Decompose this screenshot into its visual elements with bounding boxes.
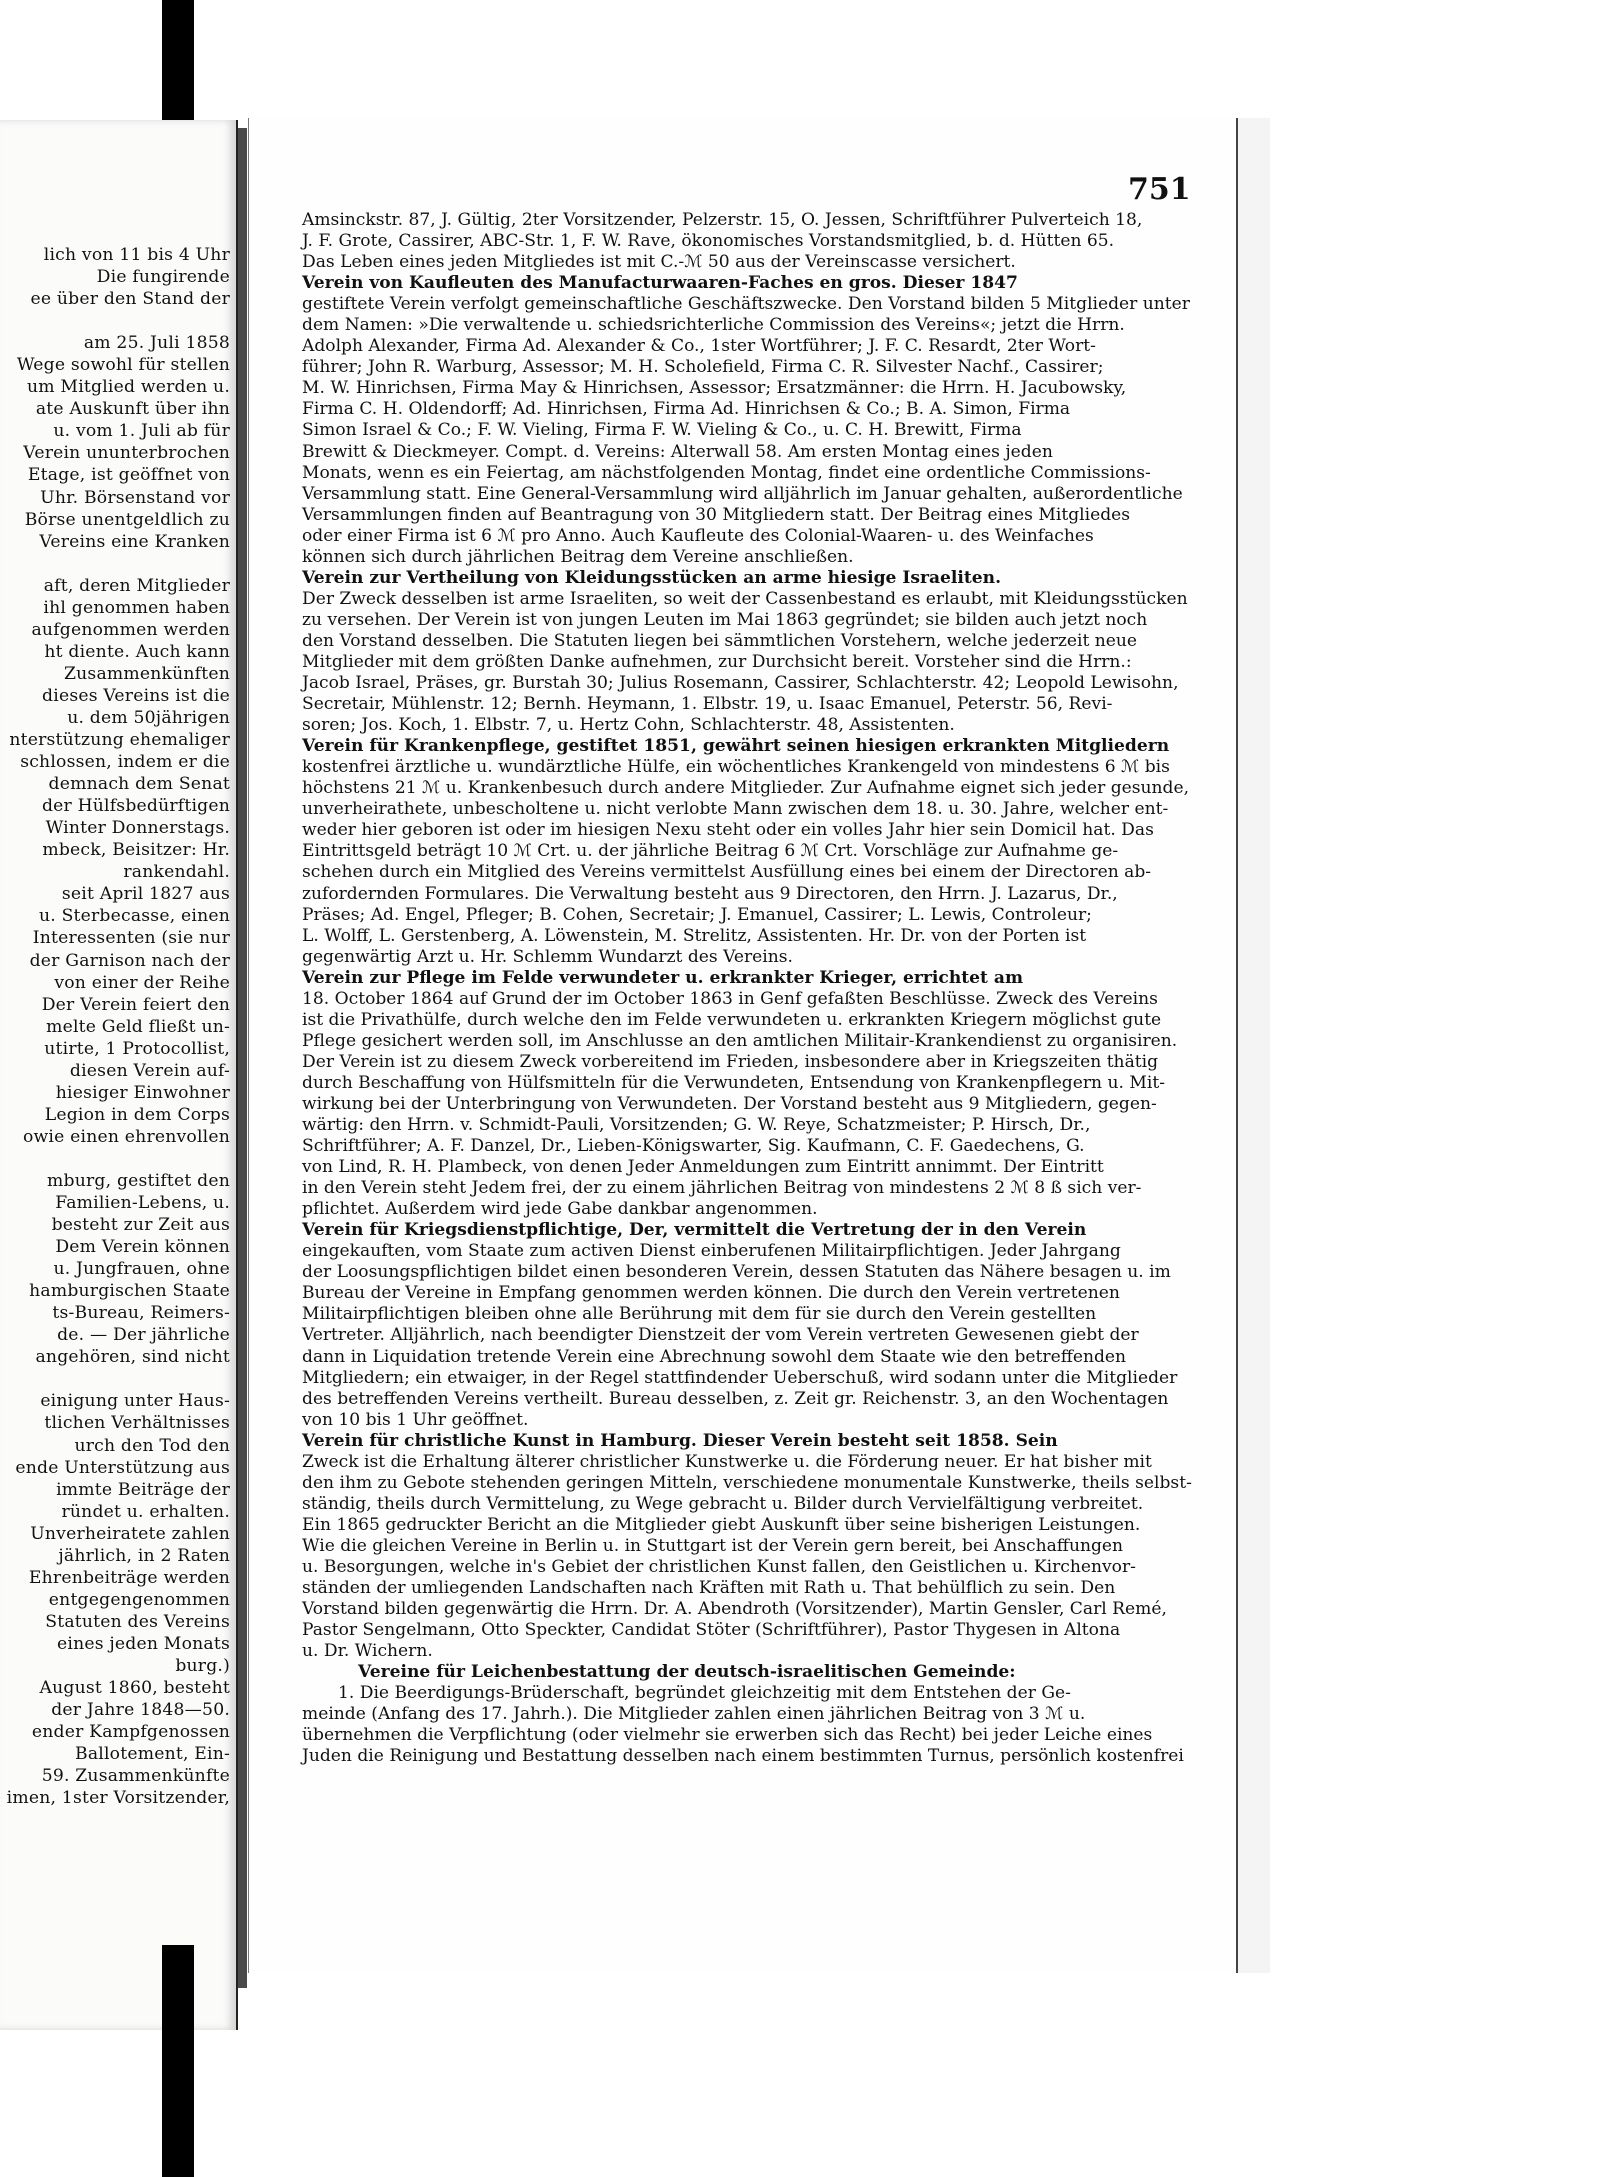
- left-page-line: Familien-Lebens, u.: [55, 1193, 230, 1214]
- body-text-line: führer; John R. Warburg, Assessor; M. H. Scholefield, Firma C. R. Silvester Nachf., Cassirer;: [302, 357, 1104, 378]
- left-page-line: Uhr. Börsenstand vor: [40, 487, 230, 508]
- left-page-line: ender Kampfgenossen: [31, 1722, 230, 1743]
- left-page-line: hamburgischen Staate: [29, 1281, 230, 1302]
- left-page-line: nterstützung ehemaliger: [9, 730, 230, 751]
- body-text-line: in den Verein steht Jedem frei, der zu einem jährlichen Beitrag von mindestens 2 ℳ 8 ß sich ver-: [302, 1178, 1142, 1199]
- page-number: 751: [1128, 172, 1191, 207]
- left-page-line: Interessenten (sie nur: [32, 928, 230, 949]
- left-page-line: rankendahl.: [123, 862, 230, 883]
- body-text-line: Bureau der Vereine in Empfang genommen werden können. Die durch den Verein vertretenen: [302, 1283, 1120, 1304]
- left-page-line: u. Jungfrauen, ohne: [53, 1259, 230, 1280]
- body-text-line: Vertreter. Alljährlich, nach beendigter Dienstzeit der vom Verein vertreten Gewesenen giebt der: [302, 1325, 1139, 1346]
- body-text-line: wärtig: den Hrrn. v. Schmidt-Pauli, Vorsitzenden; G. W. Reye, Schatzmeister; P. Hirsch, Dr.,: [302, 1115, 1091, 1136]
- left-page-line: melte Geld fließt un-: [46, 1016, 230, 1037]
- body-text-line: u. Dr. Wichern.: [302, 1641, 433, 1662]
- left-page-line: aft, deren Mitglieder: [43, 575, 230, 596]
- left-page-line: urch den Tod den: [74, 1435, 230, 1456]
- left-page-line: einigung unter Haus-: [40, 1391, 230, 1412]
- body-text-line: Jacob Israel, Präses, gr. Burstah 30; Julius Rosemann, Cassirer, Schlachterstr. 42; Leopold Lewisohn,: [302, 673, 1179, 694]
- page-body-text: [302, 210, 1192, 1767]
- left-page-line: ate Auskunft über ihn: [35, 399, 230, 420]
- body-text-line: Brewitt & Dieckmeyer. Compt. d. Vereins: Alterwall 58. Am ersten Montag eines jeden: [302, 441, 1053, 462]
- left-page-line: aufgenommen werden: [31, 619, 230, 640]
- body-text-line: Juden die Reinigung und Bestattung desselben nach einem bestimmten Turnus, persönlich kostenfrei: [302, 1746, 1184, 1767]
- body-text-line: durch Beschaffung von Hülfsmitteln für die Verwundeten, Entsendung von Krankenpflegern u. Mit-: [302, 1072, 1165, 1093]
- body-text-line: Adolph Alexander, Firma Ad. Alexander & Co., 1ster Wortführer; J. F. C. Resardt, 2ter Wort-: [302, 336, 1096, 357]
- left-page-line: Die fungirende: [96, 267, 230, 288]
- left-page-line: Ehrenbeiträge werden: [28, 1567, 230, 1588]
- left-page-line: mbeck, Beisitzer: Hr.: [42, 840, 230, 861]
- body-text-line: schehen durch ein Mitglied des Vereins vermittelst Ausfüllung eines bei einem der Directoren ab-: [302, 862, 1152, 883]
- left-page-line: de. — Der jährliche: [57, 1325, 230, 1346]
- left-page-line: utirte, 1 Protocollist,: [44, 1038, 230, 1059]
- left-page-line: um Mitglied werden u.: [26, 377, 230, 398]
- body-text-line: Versammlung statt. Eine General-Versammlung wird alljährlich im Januar gehalten, außerordentliche: [302, 483, 1183, 504]
- left-page-line: Statuten des Vereins: [45, 1611, 230, 1632]
- left-page-line: seit April 1827 aus: [61, 884, 230, 905]
- entry-heading-line: Vereine für Leichenbestattung der deutsch-israelitischen Gemeinde:: [358, 1662, 1016, 1683]
- body-text-line: der Loosungspflichtigen bildet einen besonderen Verein, dessen Statuten das Nähere besagen u. im: [302, 1262, 1171, 1283]
- body-text-line: Eintrittsgeld beträgt 10 ℳ Crt. u. der jährliche Beitrag 6 ℳ Crt. Vorschläge zur Aufnahme ge-: [302, 841, 1119, 862]
- page-edge: [1236, 118, 1270, 1973]
- body-text-line: zu versehen. Der Verein ist von jungen Leuten im Mai 1863 gegründet; sie bilden auch jetzt noch: [302, 609, 1148, 630]
- left-page-line: von einer der Reihe: [54, 972, 230, 993]
- body-text-line: dann in Liquidation tretende Verein eine Abrechnung sowohl dem Staate wie den betreffenden: [302, 1346, 1127, 1367]
- left-page-line: Dem Verein können: [55, 1237, 230, 1258]
- left-page-line: hiesiger Einwohner: [55, 1082, 230, 1103]
- left-page-line: [0, 310, 236, 332]
- body-text-line: Schriftführer; A. F. Danzel, Dr., Lieben-Königswarter, Sig. Kaufmann, C. F. Gaedechens, G.: [302, 1136, 1085, 1157]
- body-text-line: Mitgliedern; ein etwaiger, in der Regel stattfindender Ueberschuß, wird sodann unter die Mitglieder: [302, 1367, 1178, 1388]
- left-page-line: ts-Bureau, Reimers-: [52, 1303, 230, 1324]
- body-text-line: von Lind, R. H. Plambeck, von denen Jeder Anmeldungen zum Eintritt annimmt. Der Eintritt: [302, 1157, 1104, 1178]
- body-text-line: ist die Privathülfe, durch welche den im Felde verwundeten u. erkrankten Kriegern möglichst gute: [302, 1009, 1162, 1030]
- body-text-line: meinde (Anfang des 17. Jahrh.). Die Mitglieder zahlen einen jährlichen Beitrag von 3 ℳ u.: [302, 1704, 1086, 1725]
- left-page-line: besteht zur Zeit aus: [51, 1215, 230, 1236]
- body-text-line: Präses; Ad. Engel, Pfleger; B. Cohen, Secretair; J. Emanuel, Cassirer; L. Lewis, Controleur;: [302, 904, 1092, 925]
- body-text-line: gegenwärtig Arzt u. Hr. Schlemm Wundarzt des Vereins.: [302, 946, 793, 967]
- left-page-line: Der Verein feiert den: [41, 994, 230, 1015]
- body-text-line: Der Verein ist zu diesem Zweck vorbereitend im Frieden, insbesondere aber in Kriegszeiten thätig: [302, 1051, 1159, 1072]
- body-text-line: Secretair, Mühlenstr. 12; Bernh. Heymann, 1. Elbstr. 19, u. Isaac Emanuel, Peterstr. 56, Revi-: [302, 694, 1113, 715]
- entry-heading-line: Verein für christliche Kunst in Hamburg. Dieser Verein besteht seit 1858. Sein: [302, 1430, 1058, 1451]
- left-page-line: Winter Donnerstags.: [45, 818, 230, 839]
- left-page-line: dieses Vereins ist die: [42, 685, 230, 706]
- left-page-line: Vereins eine Kranken: [39, 531, 230, 552]
- left-page-line: diesen Verein auf-: [69, 1060, 230, 1081]
- left-page-line: [0, 1148, 236, 1170]
- body-text-line: 1. Die Beerdigungs-Brüderschaft, begründet gleichzeitig mit dem Entstehen der Ge-: [338, 1683, 1071, 1704]
- body-text-line: Amsinckstr. 87, J. Gültig, 2ter Vorsitzender, Pelzerstr. 15, O. Jessen, Schriftführer Pulverteich 18,: [302, 210, 1143, 230]
- left-page-line: 59. Zusammenkünfte: [41, 1766, 230, 1787]
- body-text-line: pflichtet. Außerdem wird jede Gabe dankbar angenommen.: [302, 1199, 818, 1220]
- left-page-line: immte Beiträge der: [56, 1479, 230, 1500]
- body-text-line: oder einer Firma ist 6 ℳ pro Anno. Auch Kaufleute des Colonial-Waaren- u. des Weinfaches: [302, 525, 1094, 546]
- left-page-line: Etage, ist geöffnet von: [27, 465, 230, 486]
- left-page-line: ee über den Stand der: [30, 289, 230, 310]
- body-text-line: Simon Israel & Co.; F. W. Vieling, Firma F. W. Vieling & Co., u. C. H. Brewitt, Firma: [302, 420, 1022, 441]
- left-page-line: mburg, gestiftet den: [47, 1170, 230, 1191]
- book-binding-top: [162, 0, 194, 135]
- left-page-line: u. vom 1. Juli ab für: [53, 421, 230, 442]
- body-text-line: Zweck ist die Erhaltung älterer christlicher Kunstwerke u. die Förderung neuer. Er hat bisher mit: [302, 1451, 1152, 1472]
- body-text-line: ständen der umliegenden Landschaften nach Kräften mit Rath u. That behülflich zu sein. Den: [302, 1578, 1116, 1599]
- body-text-line: J. F. Grote, Cassirer, ABC-Str. 1, F. W. Rave, ökonomisches Vorstandsmitglied, b. d. Hütten 65.: [302, 231, 1115, 252]
- left-page-line: [0, 1368, 236, 1390]
- left-page-line: eines jeden Monats: [57, 1633, 230, 1654]
- entry-heading-line: Verein zur Pflege im Felde verwundeter u. erkrankter Krieger, errichtet am: [302, 967, 1024, 988]
- body-text-line: Wie die gleichen Vereine in Berlin u. in Stuttgart ist der Verein gern bereit, bei Anschaffungen: [302, 1535, 1124, 1556]
- entry-heading-line: Verein für Kriegsdienstpflichtige, Der, vermittelt die Vertretung der in den Verein: [302, 1220, 1087, 1241]
- body-text-line: dem Namen: »Die verwaltende u. schiedsrichterliche Commission des Vereins«; jetzt die Hrrn.: [302, 315, 1125, 336]
- body-text-line: höchstens 21 ℳ u. Krankenbesuch durch andere Mitglieder. Zur Aufnahme eignet sich jeder gesunde,: [302, 778, 1190, 799]
- body-text-line: Militairpflichtigen bleiben ohne alle Berührung mit dem für sie durch den Verein gestellten: [302, 1304, 1097, 1325]
- left-page-line: [0, 553, 236, 575]
- left-page-line: u. Sterbecasse, einen: [38, 906, 230, 927]
- left-page-line: Verein ununterbrochen: [23, 443, 230, 464]
- body-text-line: Mitglieder mit dem größten Danke aufnehmen, zur Durchsicht bereit. Vorsteher sind die Hrrn.:: [302, 651, 1132, 672]
- body-text-line: Ein 1865 gedruckter Bericht an die Mitglieder giebt Auskunft über seine bisherigen Leistungen.: [302, 1514, 1141, 1535]
- left-page-line: burg.): [175, 1656, 230, 1676]
- body-text-line: Firma C. H. Oldendorff; Ad. Hinrichsen, Firma Ad. Hinrichsen & Co.; B. A. Simon, Firma: [302, 399, 1071, 420]
- left-page-line: entgegengenommen: [48, 1589, 230, 1610]
- body-text-line: Vorstand bilden gegenwärtig die Hrrn. Dr. A. Abendroth (Vorsitzender), Martin Gensler, Carl Remé,: [302, 1599, 1167, 1620]
- body-text-line: Versammlungen finden auf Beantragung von 30 Mitgliedern statt. Der Beitrag eines Mitgliedes: [302, 504, 1131, 525]
- left-page-line: am 25. Juli 1858: [83, 333, 230, 354]
- entry-heading-line: Verein zur Vertheilung von Kleidungsstücken an arme hiesige Israeliten.: [302, 567, 1002, 588]
- body-text-line: wirkung bei der Unterbringung von Verwundeten. Der Vorstand besteht aus 9 Mitgliedern, gegen-: [302, 1093, 1157, 1114]
- body-text-line: Pastor Sengelmann, Otto Speckter, Candidat Stöter (Schriftführer), Pastor Thygesen in Altona: [302, 1620, 1121, 1641]
- body-text-line: zufordernden Formulares. Die Verwaltung besteht aus 9 Directoren, den Hrrn. J. Lazarus, Dr.,: [302, 883, 1118, 904]
- body-text-line: eingekauften, vom Staate zum activen Dienst einberufenen Militairpflichtigen. Jeder Jahrgang: [302, 1241, 1121, 1262]
- body-text-line: u. Besorgungen, welche in's Gebiet der christlichen Kunst fallen, den Geistlichen u. Kirchenvor-: [302, 1557, 1136, 1577]
- left-page-line: Ballotement, Ein-: [75, 1744, 230, 1765]
- body-text-line: Der Zweck desselben ist arme Israeliten, so weit der Cassenbestand es erlaubt, mit Kleidungsstücken: [302, 588, 1188, 609]
- body-text-line: können sich durch jährlichen Beitrag dem Vereine anschließen.: [302, 546, 854, 567]
- left-page-line: ihl genommen haben: [43, 597, 230, 618]
- book-binding-bottom: [162, 1945, 194, 2177]
- left-page-line: der Jahre 1848—50.: [51, 1700, 230, 1721]
- body-text-line: gestiftete Verein verfolgt gemeinschaftliche Geschäftszwecke. Den Vorstand bilden 5 Mitglieder unter: [302, 294, 1190, 315]
- body-text-line: des betreffenden Vereins vertheilt. Bureau desselben, z. Zeit gr. Reichenstr. 3, an den Wochentagen: [302, 1388, 1169, 1409]
- left-page-line: Zusammenkünften: [64, 663, 230, 684]
- body-text-line: Pflege gesichert werden soll, im Anschlusse an den amtlichen Militair-Krankendienst zu organisiren.: [302, 1030, 1178, 1051]
- left-page-line: Legion in dem Corps: [44, 1104, 230, 1125]
- left-page-line: ht diente. Auch kann: [44, 641, 230, 662]
- left-page-line: Börse unentgeldlich zu: [24, 509, 230, 530]
- left-page-line: ründet u. erhalten.: [61, 1501, 230, 1522]
- body-text-line: M. W. Hinrichsen, Firma May & Hinrichsen, Assessor; Ersatzmänner: die Hrrn. H. Jacubowsky,: [302, 378, 1127, 399]
- body-text-line: den ihm zu Gebote stehenden geringen Mitteln, verschiedene monumentale Kunstwerke, theils selbst-: [302, 1472, 1192, 1493]
- entry-heading-line: Verein für Krankenpflege, gestiftet 1851, gewährt seinen hiesigen erkrankten Mitgliedern: [302, 736, 1170, 757]
- left-page-line: tlichen Verhältnisses: [44, 1413, 230, 1434]
- left-page-line: der Hülfsbedürftigen: [41, 796, 230, 817]
- left-page-line: der Garnison nach der: [29, 950, 230, 971]
- left-page-line: Unverheiratete zahlen: [30, 1523, 230, 1544]
- left-page-line: August 1860, besteht: [39, 1678, 230, 1699]
- body-text-line: Monats, wenn es ein Feiertag, am nächstfolgenden Montag, findet eine ordentliche Commissions-: [302, 462, 1151, 483]
- body-text-line: kostenfrei ärztliche u. wundärztliche Hülfe, ein wöchentliches Krankengeld von mindestens 6 ℳ bis: [302, 757, 1170, 778]
- body-text-line: von 10 bis 1 Uhr geöffnet.: [302, 1409, 529, 1430]
- body-text-line: weder hier geboren ist oder im hiesigen Nexu steht oder ein volles Jahr hier sein Domicil hat. Das: [302, 820, 1154, 841]
- left-page-text: [0, 244, 236, 1809]
- left-page-line: angehören, sind nicht: [35, 1347, 230, 1368]
- body-text-line: ständig, theils durch Vermittelung, zu Wege gebracht u. Bilder durch Vervielfältigung verbreitet.: [302, 1493, 1144, 1514]
- left-page-line: demnach dem Senat: [48, 774, 230, 795]
- left-page-line: imen, 1ster Vorsitzender,: [6, 1788, 230, 1809]
- body-text-line: Das Leben eines jeden Mitgliedes ist mit C.-ℳ 50 aus der Vereinscasse versichert.: [302, 252, 1016, 273]
- left-page-line: owie einen ehrenvollen: [22, 1126, 230, 1147]
- body-text-line: den Vorstand desselben. Die Statuten liegen bei sämmtlichen Vorstehern, welche jederzeit neue: [302, 630, 1138, 651]
- body-text-line: übernehmen die Verpflichtung (oder vielmehr sie erwerben sich das Recht) bei jeder Leiche eines: [302, 1725, 1153, 1746]
- page-gutter: [238, 128, 247, 1988]
- body-text-line: L. Wolff, L. Gerstenberg, A. Löwenstein, M. Strelitz, Assistenten. Hr. Dr. von der Porten ist: [302, 925, 1087, 946]
- left-page-line: ende Unterstützung aus: [15, 1457, 230, 1478]
- left-page: [0, 120, 238, 2030]
- body-text-line: soren; Jos. Koch, 1. Elbstr. 7, u. Hertz Cohn, Schlachterstr. 48, Assistenten.: [302, 715, 955, 736]
- left-page-line: jährlich, in 2 Raten: [58, 1545, 230, 1566]
- body-text-line: 18. October 1864 auf Grund der im October 1863 in Genf gefaßten Beschlüsse. Zweck des Vereins: [302, 988, 1158, 1009]
- left-page-line: schlossen, indem er die: [20, 752, 230, 773]
- left-page-line: lich von 11 bis 4 Uhr: [43, 245, 230, 265]
- left-page-line: Wege sowohl für stellen: [16, 355, 230, 376]
- entry-heading-line: Verein von Kaufleuten des Manufacturwaaren-Faches en gros. Dieser 1847: [302, 273, 1018, 294]
- body-text-line: unverheirathete, unbescholtene u. nicht verlobte Mann zwischen dem 18. u. 30. Jahre, welcher ent-: [302, 799, 1169, 820]
- left-page-line: u. dem 50jährigen: [67, 707, 230, 728]
